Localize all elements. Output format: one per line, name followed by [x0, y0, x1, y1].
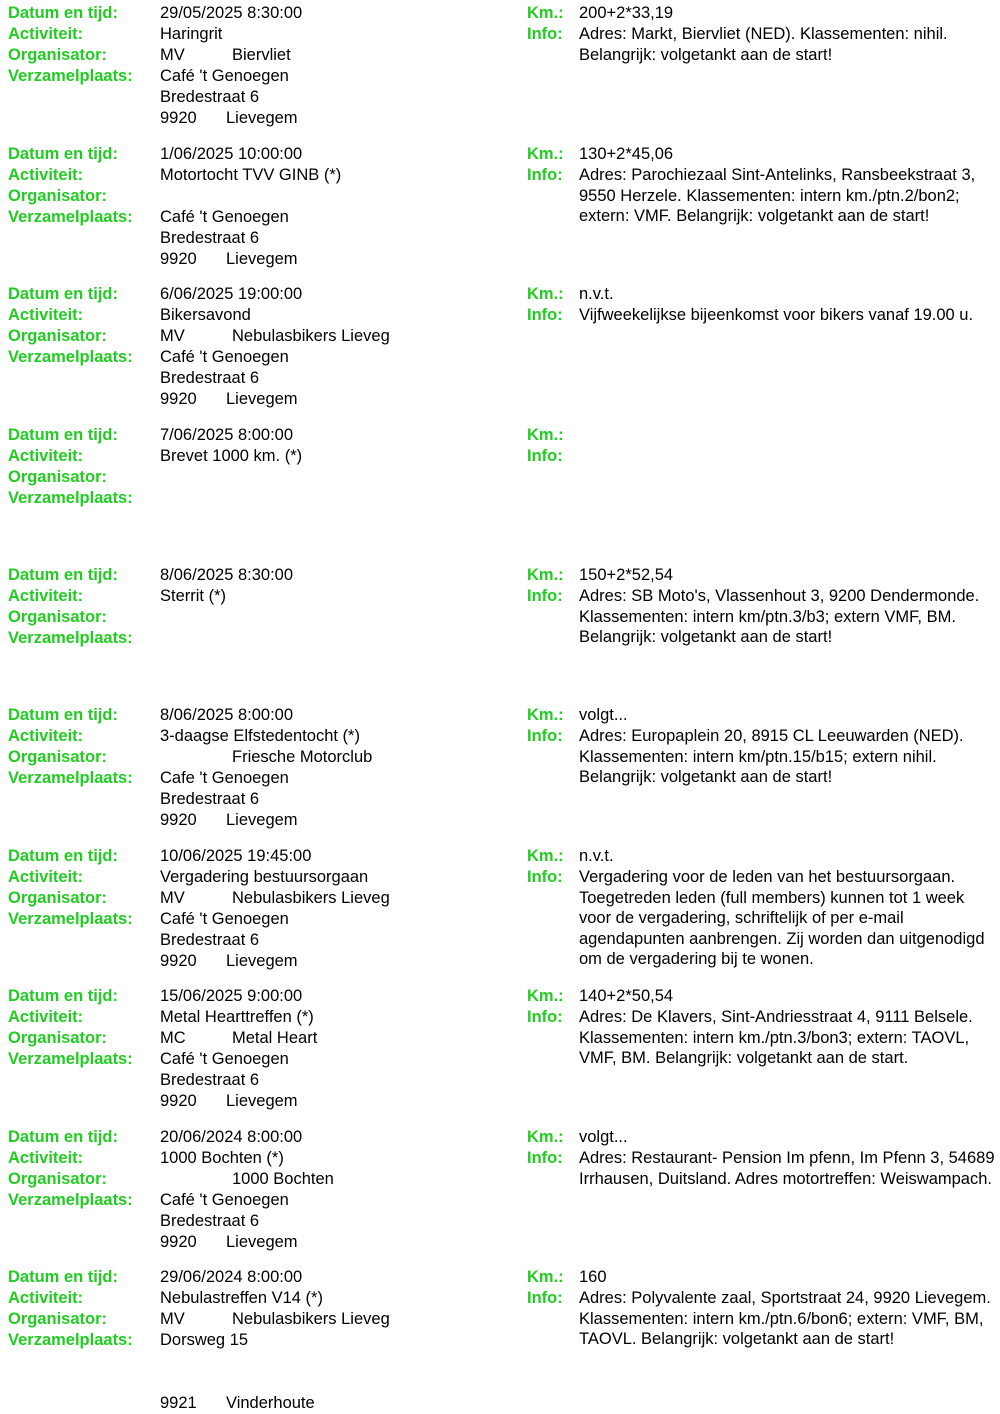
value-km: 160 — [579, 1268, 607, 1286]
event-entry — [0, 565, 1000, 701]
label-info: Info: — [527, 1149, 563, 1167]
value-info: Adres: De Klavers, Sint-Andriesstraat 4, 9111 Belsele. Klassementen: intern km./ptn.3/bon3; extern: TAOVL, VMF, BM. Belangrijk: volgetankt aan de start. — [579, 1008, 973, 1068]
organizer-name: Nebulasbikers Lieveg — [232, 889, 390, 907]
label-verzamelplaats: Verzamelplaats: — [8, 769, 133, 787]
value-km: 130+2*45,06 — [579, 145, 674, 163]
organizer-code: MV — [160, 889, 185, 907]
label-info: Info: — [527, 868, 563, 886]
label-info: Info: — [527, 25, 563, 43]
value-place-name: Café 't Genoegen — [160, 348, 289, 366]
value-activiteit: Haringrit — [160, 25, 223, 43]
label-activiteit: Activiteit: — [8, 25, 84, 43]
label-datum: Datum en tijd: — [8, 1268, 118, 1286]
address-postcode: 9920 — [160, 1233, 197, 1251]
label-info: Info: — [527, 1008, 563, 1026]
value-activiteit: Vergadering bestuursorgaan — [160, 868, 369, 886]
label-km: Km.: — [527, 4, 564, 22]
organizer-code: MV — [160, 327, 185, 345]
label-info: Info: — [527, 1289, 563, 1307]
value-datum: 1/06/2025 10:00:00 — [160, 145, 303, 163]
address-city: Lievegem — [226, 109, 298, 127]
value-km: 140+2*50,54 — [579, 987, 674, 1005]
event-entry — [0, 1267, 1000, 1412]
label-info: Info: — [527, 727, 563, 745]
address-city: Vinderhoute — [226, 1394, 315, 1412]
value-info: Adres: Markt, Biervliet (NED). Klassementen: nihil. Belangrijk: volgetankt aan de start! — [579, 25, 948, 64]
value-info: Vergadering voor de leden van het bestuursorgaan. Toegetreden leden (full members) kunnen tot 1 week voor de vergadering, schriftelijk of per e-mail agendapunten aanbrengen. Zij worden dan uitgenodigd om de vergadering bij te wonen. — [579, 868, 985, 969]
value-activiteit: 1000 Bochten (*) — [160, 1149, 284, 1167]
organizer-code: MC — [160, 1029, 186, 1047]
label-organisator: Organisator: — [8, 608, 108, 626]
label-verzamelplaats: Verzamelplaats: — [8, 1050, 133, 1068]
event-entry — [0, 1127, 1000, 1263]
address-street: Bredestraat 6 — [160, 1212, 260, 1230]
label-info: Info: — [527, 447, 563, 465]
label-verzamelplaats: Verzamelplaats: — [8, 489, 133, 507]
address-street: Bredestraat 6 — [160, 790, 260, 808]
label-km: Km.: — [527, 706, 564, 724]
value-activiteit: Bikersavond — [160, 306, 251, 324]
label-km: Km.: — [527, 426, 564, 444]
value-km: volgt... — [579, 1128, 628, 1146]
label-datum: Datum en tijd: — [8, 706, 118, 724]
label-datum: Datum en tijd: — [8, 987, 118, 1005]
value-datum: 6/06/2025 19:00:00 — [160, 285, 303, 303]
address-city: Lievegem — [226, 1092, 298, 1110]
label-km: Km.: — [527, 1268, 564, 1286]
value-place-name: Café 't Genoegen — [160, 67, 289, 85]
label-verzamelplaats: Verzamelplaats: — [8, 629, 133, 647]
event-entry — [0, 846, 1000, 982]
label-km: Km.: — [527, 145, 564, 163]
address-postcode: 9920 — [160, 952, 197, 970]
value-info: Adres: Europaplein 20, 8915 CL Leeuwarden (NED). Klassementen: intern km/ptn.15/b15; extern nihil. Belangrijk: volgetankt aan de start! — [579, 727, 964, 787]
event-entry — [0, 425, 1000, 561]
label-verzamelplaats: Verzamelplaats: — [8, 208, 133, 226]
value-place-name: Café 't Genoegen — [160, 208, 289, 226]
value-info: Adres: Parochiezaal Sint-Antelinks, Ransbeekstraat 3, 9550 Herzele. Klassementen: intern km./ptn.2/bon2; extern: VMF. Belangrijk: volgetankt aan de start! — [579, 166, 976, 226]
label-activiteit: Activiteit: — [8, 306, 84, 324]
address-postcode: 9920 — [160, 1092, 197, 1110]
address-postcode: 9920 — [160, 250, 197, 268]
address-city: Lievegem — [226, 1233, 298, 1251]
label-activiteit: Activiteit: — [8, 1149, 84, 1167]
label-datum: Datum en tijd: — [8, 285, 118, 303]
organizer-code: MV — [160, 1310, 185, 1328]
value-datum: 8/06/2025 8:30:00 — [160, 566, 294, 584]
label-organisator: Organisator: — [8, 1310, 108, 1328]
value-activiteit: Motortocht TVV GINB (*) — [160, 166, 342, 184]
value-place-name: Dorsweg 15 — [160, 1331, 249, 1349]
value-activiteit: Sterrit (*) — [160, 587, 226, 605]
organizer-name: 1000 Bochten — [232, 1170, 334, 1188]
label-activiteit: Activiteit: — [8, 166, 84, 184]
address-street: Bredestraat 6 — [160, 229, 260, 247]
label-datum: Datum en tijd: — [8, 847, 118, 865]
value-activiteit: Nebulastreffen V14 (*) — [160, 1289, 323, 1307]
organizer-name: Biervliet — [232, 46, 291, 64]
address-postcode: 9920 — [160, 390, 197, 408]
value-datum: 29/06/2024 8:00:00 — [160, 1268, 303, 1286]
address-postcode: 9920 — [160, 811, 197, 829]
value-place-name: Cafe 't Genoegen — [160, 769, 289, 787]
label-datum: Datum en tijd: — [8, 566, 118, 584]
address-city: Lievegem — [226, 390, 298, 408]
event-entry — [0, 144, 1000, 280]
value-km: 200+2*33,19 — [579, 4, 674, 22]
label-km: Km.: — [527, 285, 564, 303]
label-km: Km.: — [527, 847, 564, 865]
value-km: n.v.t. — [579, 285, 614, 303]
label-organisator: Organisator: — [8, 468, 108, 486]
value-info: Vijfweekelijkse bijeenkomst voor bikers vanaf 19.00 u. — [579, 306, 974, 324]
address-city: Lievegem — [226, 952, 298, 970]
label-organisator: Organisator: — [8, 1029, 108, 1047]
label-datum: Datum en tijd: — [8, 1128, 118, 1146]
value-datum: 8/06/2025 8:00:00 — [160, 706, 294, 724]
organizer-name: Friesche Motorclub — [232, 748, 373, 766]
address-street: Bredestraat 6 — [160, 369, 260, 387]
event-entry — [0, 284, 1000, 420]
label-organisator: Organisator: — [8, 889, 108, 907]
value-datum: 7/06/2025 8:00:00 — [160, 426, 294, 444]
organizer-name: Metal Heart — [232, 1029, 318, 1047]
label-organisator: Organisator: — [8, 748, 108, 766]
address-street: Bredestraat 6 — [160, 88, 260, 106]
label-activiteit: Activiteit: — [8, 1289, 84, 1307]
label-verzamelplaats: Verzamelplaats: — [8, 1191, 133, 1209]
value-place-name: Café 't Genoegen — [160, 1191, 289, 1209]
value-datum: 10/06/2025 19:45:00 — [160, 847, 312, 865]
value-datum: 15/06/2025 9:00:00 — [160, 987, 303, 1005]
address-city: Lievegem — [226, 811, 298, 829]
value-info: Adres: SB Moto's, Vlassenhout 3, 9200 Dendermonde. Klassementen: intern km/ptn.3/b3; extern VMF, BM. Belangrijk: volgetankt aan de start! — [579, 587, 980, 647]
label-verzamelplaats: Verzamelplaats: — [8, 67, 133, 85]
address-street: Bredestraat 6 — [160, 1071, 260, 1089]
label-km: Km.: — [527, 566, 564, 584]
organizer-name: Nebulasbikers Lieveg — [232, 327, 390, 345]
label-organisator: Organisator: — [8, 1170, 108, 1188]
value-place-name: Café 't Genoegen — [160, 910, 289, 928]
label-organisator: Organisator: — [8, 187, 108, 205]
event-entry — [0, 705, 1000, 841]
value-km: volgt... — [579, 706, 628, 724]
value-activiteit: Metal Hearttreffen (*) — [160, 1008, 314, 1026]
label-info: Info: — [527, 306, 563, 324]
value-place-name: Café 't Genoegen — [160, 1050, 289, 1068]
label-activiteit: Activiteit: — [8, 868, 84, 886]
value-km: 150+2*52,54 — [579, 566, 674, 584]
label-km: Km.: — [527, 1128, 564, 1146]
organizer-code: MV — [160, 46, 185, 64]
label-verzamelplaats: Verzamelplaats: — [8, 1331, 133, 1349]
label-datum: Datum en tijd: — [8, 145, 118, 163]
label-activiteit: Activiteit: — [8, 727, 84, 745]
address-street: Bredestraat 6 — [160, 931, 260, 949]
value-activiteit: 3-daagse Elfstedentocht (*) — [160, 727, 360, 745]
label-km: Km.: — [527, 987, 564, 1005]
address-postcode: 9920 — [160, 109, 197, 127]
label-info: Info: — [527, 166, 563, 184]
label-organisator: Organisator: — [8, 46, 108, 64]
label-datum: Datum en tijd: — [8, 4, 118, 22]
value-datum: 20/06/2024 8:00:00 — [160, 1128, 303, 1146]
label-activiteit: Activiteit: — [8, 447, 84, 465]
address-city: Lievegem — [226, 250, 298, 268]
organizer-name: Nebulasbikers Lieveg — [232, 1310, 390, 1328]
label-datum: Datum en tijd: — [8, 426, 118, 444]
label-verzamelplaats: Verzamelplaats: — [8, 348, 133, 366]
value-info: Adres: Restaurant- Pension Im pfenn, Im Pfenn 3, 54689 Irrhausen, Duitsland. Adres motortreffen: Weiswampach. — [579, 1149, 995, 1188]
label-organisator: Organisator: — [8, 327, 108, 345]
event-entry — [0, 3, 1000, 139]
value-info: Adres: Polyvalente zaal, Sportstraat 24, 9920 Lievegem. Klassementen: intern km./ptn.6/bon6; extern: VMF, BM, TAOVL. Belangrijk: volgetankt aan de start! — [579, 1289, 991, 1349]
label-activiteit: Activiteit: — [8, 1008, 84, 1026]
event-entry — [0, 986, 1000, 1122]
label-activiteit: Activiteit: — [8, 587, 84, 605]
value-datum: 29/05/2025 8:30:00 — [160, 4, 303, 22]
value-km: n.v.t. — [579, 847, 614, 865]
value-activiteit: Brevet 1000 km. (*) — [160, 447, 303, 465]
label-verzamelplaats: Verzamelplaats: — [8, 910, 133, 928]
label-info: Info: — [527, 587, 563, 605]
address-postcode: 9921 — [160, 1394, 197, 1412]
